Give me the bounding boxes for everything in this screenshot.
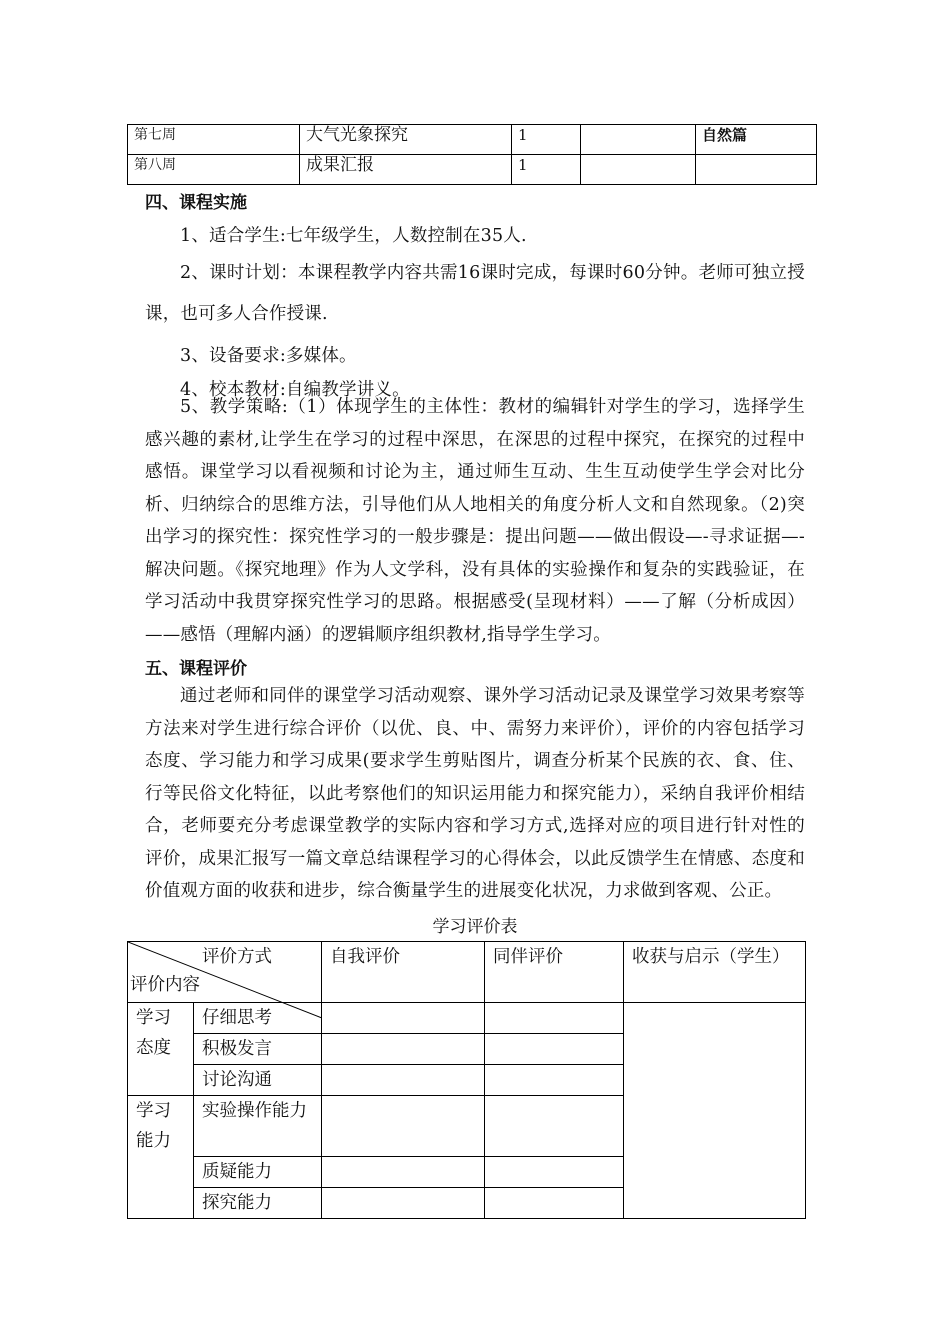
item-cell: 仔细思考	[194, 1003, 322, 1034]
item-cell: 积极发言	[194, 1034, 322, 1065]
self-eval-cell	[322, 1034, 485, 1065]
paragraph: 3、设备要求:多媒体。	[180, 346, 357, 366]
gain-cell	[624, 1003, 806, 1219]
section4-heading: 四、课程实施	[145, 193, 247, 213]
week-cell: 第七周	[128, 125, 300, 155]
gain-header: 收获与启示（学生）	[624, 942, 806, 1003]
evaluation-table	[127, 941, 806, 1219]
hours-cell: 1	[512, 155, 581, 185]
table-row	[128, 155, 817, 185]
topic-cell: 成果汇报	[300, 155, 512, 185]
peer-eval-cell	[485, 1003, 624, 1034]
category-cell	[696, 155, 817, 185]
paragraph: 4、校本教材:自编教学讲义。	[180, 380, 410, 400]
item-cell: 讨论沟通	[194, 1065, 322, 1096]
self-eval-cell	[322, 1188, 485, 1219]
hours-cell: 1	[512, 125, 581, 155]
item-cell: 探究能力	[194, 1188, 322, 1219]
extra-cell	[581, 155, 696, 185]
diagonal-header-cell	[128, 942, 322, 1003]
table-caption: 学习评价表	[432, 917, 518, 937]
section5-body	[145, 680, 805, 908]
content-label: 评价内容	[130, 975, 200, 995]
peer-eval-cell	[485, 1034, 624, 1065]
schedule-table	[127, 124, 817, 185]
self-eval-header: 自我评价	[322, 942, 485, 1003]
section5-heading: 五、课程评价	[145, 659, 247, 679]
peer-eval-header: 同伴评价	[485, 942, 624, 1003]
paragraph: 通过老师和同伴的课堂学习活动观察、课外学习活动记录及课堂学习效果考察等方法来对学生进行综合评价（以优、良、中、需努力来评价），评价的内容包括学习态度、学习能力和学习成果(要求学生剪贴图片，调查分析某个民族的衣、食、住、行等民俗文化特征，以此考察他们的知识运用能力和探究能力），采纳自我评价相结合，老师要充分考虑课堂教学的实际内容和学习方式,选择对应的项目进行针对性的评价，成果汇报写一篇文章总结课程学习的心得体会，以此反馈学生在情感、态度和价值观方面的收获和进步，综合衡量学生的进展变化状况，力求做到客观、公正。	[145, 686, 805, 901]
paragraph: 5、教学策略:（1）体现学生的主体性：教材的编辑针对学生的学习，选择学生感兴趣的素材,让学生在学习的过程中深思，在深思的过程中探究，在探究的过程中感悟。课堂学习以看视频和讨论为主，通过师生互动、生生互动使学生学会对比分析、归纳综合的思维方法，引导他们从人地相关的角度分析人文和自然现象。（2)突出学习的探究性：探究性学习的一般步骤是：提出问题——做出假设—-寻求证据—-解决问题。《探究地理》作为人文学科，没有具体的实验操作和复杂的实践验证，在学习活动中我贯穿探究性学习的思路。根据感受(呈现材料）——了解（分析成因）——感悟（理解内涵）的逻辑顺序组织教材,指导学生学习。	[145, 397, 805, 645]
paragraph: 2、课时计划：本课程教学内容共需16课时完成，每课时60分钟。老师可独立授课，也可多人合作授课.	[145, 263, 805, 324]
section4-body	[145, 219, 805, 407]
section4-strategy	[145, 391, 805, 651]
paragraph: 1、适合学生:七年级学生，人数控制在35人.	[180, 226, 527, 246]
peer-eval-cell	[485, 1065, 624, 1096]
peer-eval-cell	[485, 1096, 624, 1157]
category-cell: 自然篇	[696, 125, 817, 155]
self-eval-cell	[322, 1003, 485, 1034]
self-eval-cell	[322, 1157, 485, 1188]
extra-cell	[581, 125, 696, 155]
item-cell: 质疑能力	[194, 1157, 322, 1188]
method-label: 评价方式	[202, 947, 272, 967]
table-row	[128, 125, 817, 155]
topic-cell: 大气光象探究	[300, 125, 512, 155]
self-eval-cell	[322, 1065, 485, 1096]
week-cell: 第八周	[128, 155, 300, 185]
peer-eval-cell	[485, 1157, 624, 1188]
group-name-cell: 学习态度	[128, 1003, 194, 1096]
item-cell: 实验操作能力	[194, 1096, 322, 1157]
table-header-row	[128, 942, 806, 1003]
group-name-cell: 学习能力	[128, 1096, 194, 1219]
self-eval-cell	[322, 1096, 485, 1157]
peer-eval-cell	[485, 1188, 624, 1219]
